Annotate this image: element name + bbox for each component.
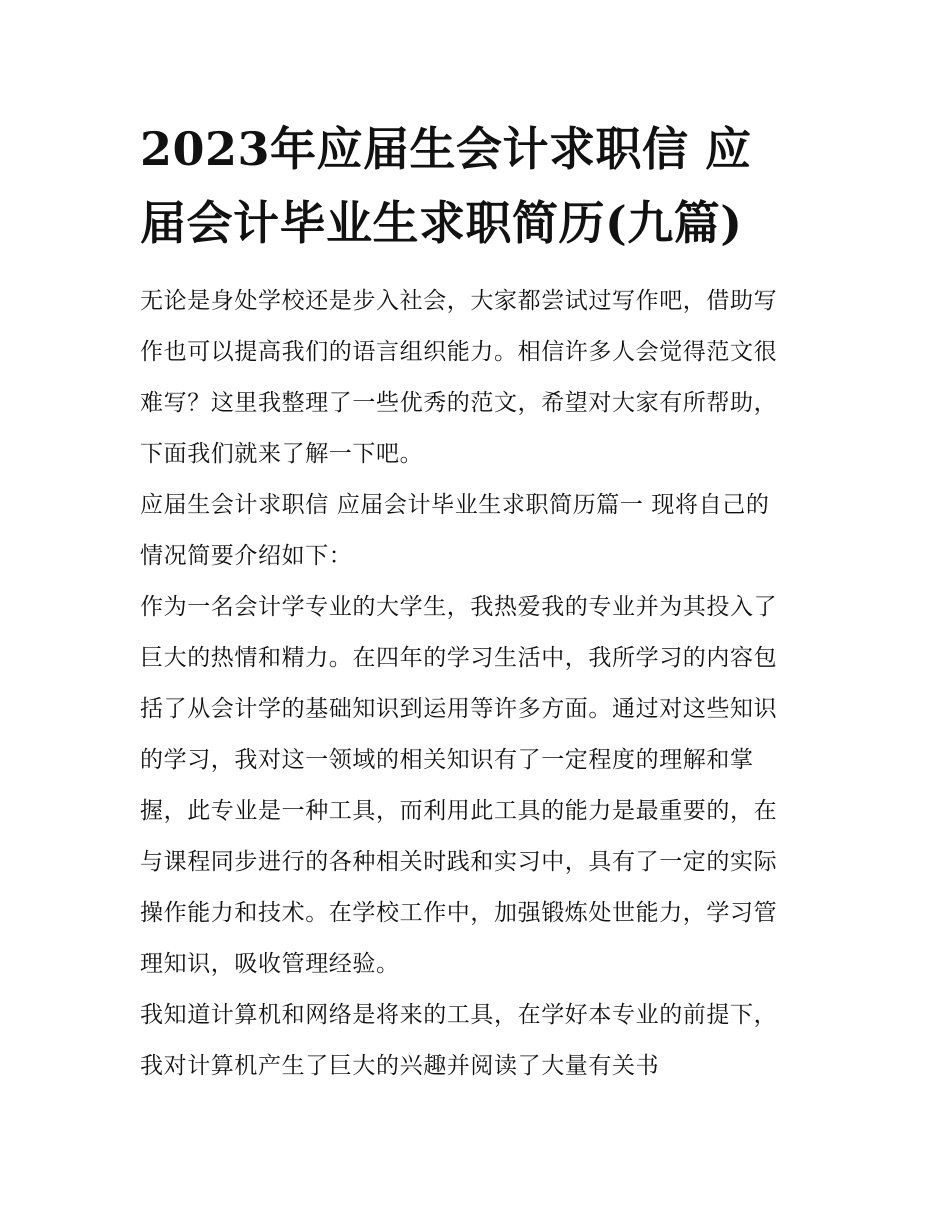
text-line: 握，此专业是一种工具，而利用此工具的能力是最重要的，在 [140,798,778,824]
text-line: 括了从会计学的基础知识到运用等许多方面。通过对这些知识 [140,696,778,722]
body-paragraph [140,990,815,1092]
text-line: 下面我们就来了解一下吧。 [140,441,424,467]
text-line: 的学习，我对这一领域的相关知识有了一定程度的理解和掌 [140,747,754,773]
text-line: 作为一名会计学专业的大学生，我热爱我的专业并为其投入了 [140,594,778,620]
document-title [140,112,820,260]
text-line: 情况简要介绍如下： [140,543,353,569]
intro-paragraph [140,276,815,480]
section-heading-paragraph [140,480,815,582]
text-line: 难写？这里我整理了一些优秀的范文，希望对大家有所帮助， [140,390,778,416]
title-line: 2023年应届生会计求职信 应 [140,122,752,176]
text-line: 与课程同步进行的各种相关时践和实习中，具有了一定的实际 [140,849,778,875]
document-body [140,276,815,1092]
text-line: 应届生会计求职信 应届会计毕业生求职简历篇一 现将自己的 [140,492,770,518]
text-line: 无论是身处学校还是步入社会，大家都尝试过写作吧，借助写 [140,288,778,314]
text-line: 作也可以提高我们的语言组织能力。相信许多人会觉得范文很 [140,339,778,365]
text-line: 巨大的热情和精力。在四年的学习生活中，我所学习的内容包 [140,645,778,671]
body-paragraph [140,582,815,990]
text-line: 理知识，吸收管理经验。 [140,951,400,977]
text-line: 操作能力和技术。在学校工作中，加强锻炼处世能力，学习管 [140,900,778,926]
text-line: 我对计算机产生了巨大的兴趣并阅读了大量有关书 [140,1053,660,1079]
text-line: 我知道计算机和网络是将来的工具，在学好本专业的前提下， [140,1002,778,1028]
title-line: 届会计毕业生求职简历(九篇) [140,196,743,250]
